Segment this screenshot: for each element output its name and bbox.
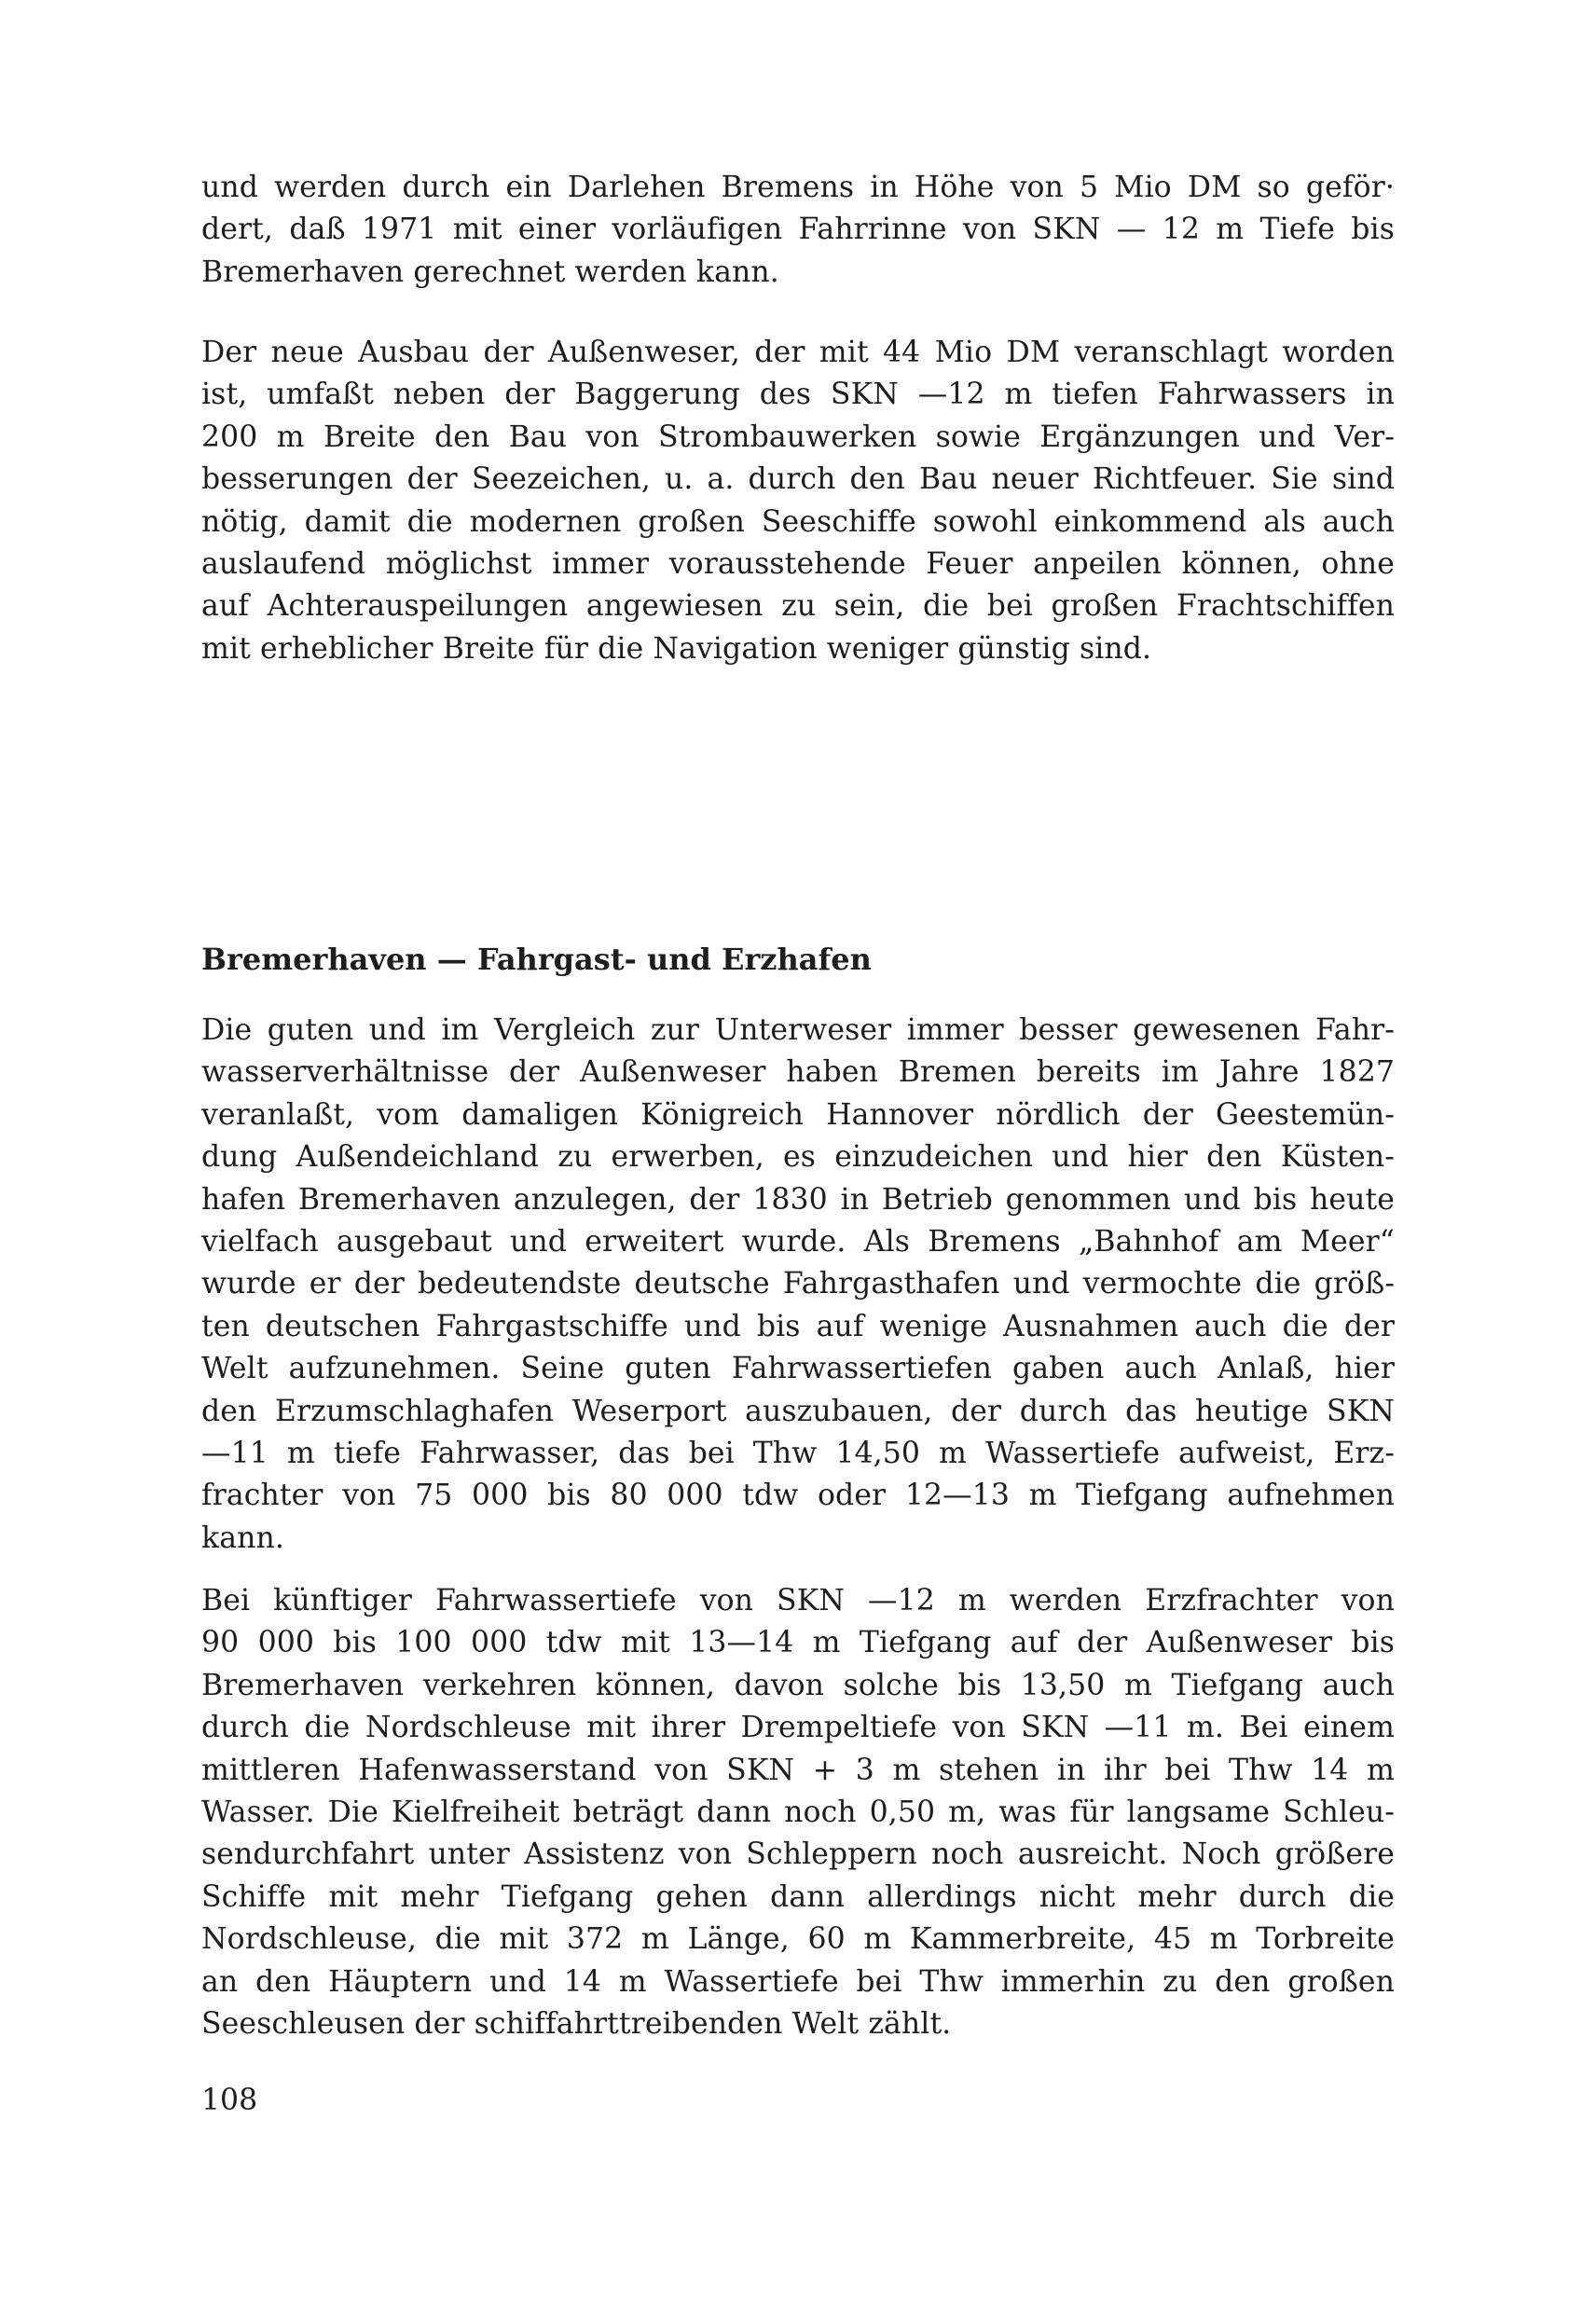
text-line: mittleren Hafenwasserstand von SKN + 3 m stehen in ihr bei Thw 14 m — [201, 1753, 1395, 1787]
text-line: Bei künftiger Fahrwassertiefe von SKN —12 m werden Erzfrachter von — [201, 1584, 1395, 1617]
text-line: Bremerhaven verkehren können, davon solche bis 13,50 m Tiefgang auch — [201, 1668, 1395, 1702]
page-number: 108 — [201, 2084, 258, 2117]
text-line: dert, daß 1971 mit einer vorläufigen Fahrrinne von SKN — 12 m Tiefe bis — [201, 213, 1395, 247]
text-line: Die guten und im Vergleich zur Unterweser immer besser gewesenen Fahr- — [201, 1013, 1395, 1047]
text-line: 200 m Breite den Bau von Strombauwerken sowie Ergänzungen und Ver- — [201, 420, 1395, 454]
paragraph-3 — [201, 1010, 1395, 1560]
text-line: Welt aufzunehmen. Seine guten Fahrwassertiefen gaben auch Anlaß, hier — [201, 1352, 1395, 1386]
text-line: hafen Bremerhaven anzulegen, der 1830 in Betrieb genommen und bis heute — [201, 1182, 1395, 1217]
paragraph-2 — [201, 332, 1395, 670]
text-line: vielfach ausgebaut und erweitert wurde. Als Bremens „Bahnhof am Meer“ — [201, 1224, 1395, 1259]
text-line: an den Häuptern und 14 m Wassertiefe bei Thw immerhin zu den großen — [201, 1964, 1395, 1999]
text-line: ten deutschen Fahrgastschiffe und bis auf wenige Ausnahmen auch die der — [201, 1309, 1395, 1343]
text-line: auslaufend möglichst immer vorausstehende Feuer anpeilen können, ohne — [201, 546, 1395, 581]
text-line: durch die Nordschleuse mit ihrer Drempeltiefe von SKN —11 m. Bei einem — [201, 1711, 1395, 1745]
text-line: mit erheblicher Breite für die Navigation weniger günstig sind. — [201, 631, 1152, 666]
text-line: auf Achterauspeilungen angewiesen zu sein, die bei großen Frachtschiffen — [201, 589, 1395, 624]
text-line: frachter von 75 000 bis 80 000 tdw oder 12—13 m Tiefgang aufnehmen — [201, 1479, 1395, 1513]
paragraph-4 — [201, 1580, 1395, 2045]
text-line: Seeschleusen der schiffahrttreibenden Welt zählt. — [201, 2006, 952, 2041]
text-line: dung Außendeichland zu erwerben, es einzudeichen und hier den Küsten- — [201, 1140, 1395, 1175]
text-line: sendurchfahrt unter Assistenz von Schleppern noch ausreicht. Noch größere — [201, 1837, 1395, 1872]
text-line: nötig, damit die modernen großen Seeschiffe sowohl einkommend als auch — [201, 504, 1395, 539]
text-line: Wasser. Die Kielfreiheit beträgt dann noch 0,50 m, was für langsame Schleu- — [201, 1795, 1395, 1829]
text-line: —11 m tiefe Fahrwasser, das bei Thw 14,50 m Wassertiefe aufweist, Erz- — [201, 1436, 1395, 1470]
text-line: Bremerhaven gerechnet werden kann. — [201, 255, 779, 289]
paragraph-1 — [201, 167, 1395, 294]
text-line: Schiffe mit mehr Tiefgang gehen dann allerdings nicht mehr durch die — [201, 1879, 1395, 1914]
text-line: Der neue Ausbau der Außenweser, der mit 44 Mio DM veranschlagt worden — [201, 336, 1395, 369]
text-line: 90 000 bis 100 000 tdw mit 13—14 m Tiefgang auf der Außenweser bis — [201, 1626, 1395, 1660]
text-line: veranlaßt, vom damaligen Königreich Hannover nördlich der Geestemün- — [201, 1097, 1395, 1132]
text-line: wurde er der bedeutendste deutsche Fahrgasthafen und vermochte die größ- — [201, 1267, 1395, 1301]
text-line: besserungen der Seezeichen, u. a. durch den Bau neuer Richtfeuer. Sie sind — [201, 462, 1395, 497]
text-line: kann. — [201, 1521, 284, 1555]
text-line: ist, umfaßt neben der Baggerung des SKN —12 m tiefen Fahrwassers in — [201, 378, 1395, 412]
text-line: den Erzumschlaghafen Weserport auszubauen, der durch das heutige SKN — [201, 1394, 1395, 1428]
text-line: wasserverhältnisse der Außenweser haben Bremen bereits im Jahre 1827 — [201, 1055, 1395, 1090]
text-line: und werden durch ein Darlehen Bremens in Höhe von 5 Mio DM so geför· — [201, 171, 1395, 204]
section-heading: Bremerhaven — Fahrgast- und Erzhafen — [201, 942, 872, 977]
text-line: Nordschleuse, die mit 372 m Länge, 60 m Kammerbreite, 45 m Torbreite — [201, 1922, 1395, 1957]
